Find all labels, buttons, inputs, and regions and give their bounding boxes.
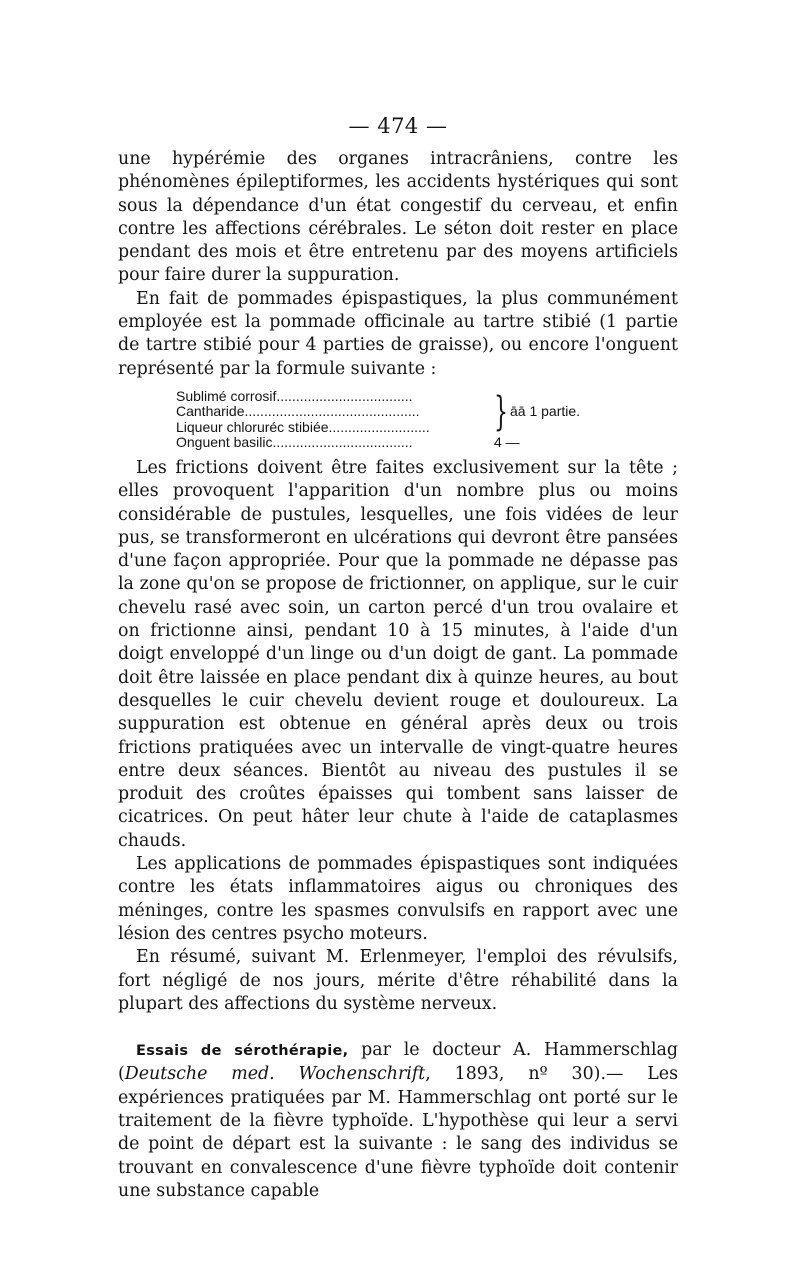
formula-ingredient-row bbox=[176, 389, 678, 405]
formula-ingredient-row bbox=[176, 404, 678, 420]
ingredient-name: Cantharide bbox=[176, 404, 245, 420]
formula-ingredient-row bbox=[176, 420, 678, 436]
leader-dots: .................................... bbox=[272, 435, 413, 451]
ingredient-name: Liqueur chloruréc stibiée bbox=[176, 419, 329, 435]
paragraph-4: Les applications de pommades épispastiques sont indiquées contre les états inflammatoires aigus ou chroniques des méninges, contre les spasmes convulsifs en rapport avec une lésion des centres psycho moteurs. bbox=[118, 854, 678, 944]
section-citation: , 1893, nº 30).— bbox=[425, 1064, 648, 1085]
leader-dots: .......................... bbox=[328, 419, 430, 435]
document-page bbox=[118, 112, 678, 1203]
journal-title: Deutsche med. Wochenschrift bbox=[124, 1064, 426, 1085]
paragraph-1: une hypérémie des organes intracrâniens, contre les phénomènes épileptiformes, les accidents hystériques qui sont sous la dépendance d'un état congestif du cerveau, et enfin contre les affections cérébrales. Le séton doit rester en place pendant des mois et être entretenu par des moyens artificiels pour faire durer la suppuration. bbox=[118, 149, 678, 286]
section-heading: Essais de sérothérapie, bbox=[136, 1043, 349, 1060]
page-number: — 474 — bbox=[348, 114, 448, 138]
paragraph-5: En résumé, suivant M. Erlenmeyer, l'emploi des révulsifs, fort négligé de nos jours, mérite d'être réhabilité dans la plupart des affections du système nerveux. bbox=[118, 947, 678, 1014]
leader-dots: ................................... bbox=[276, 388, 413, 404]
formula-ingredient-row bbox=[176, 435, 678, 451]
formula-block bbox=[176, 389, 678, 451]
paragraph-2: En fait de pommades épispastiques, la plus communément employée est la pommade officinale au tartre stibié (1 partie de tartre stibié pour 4 parties de graisse), ou encore l'onguent représenté par la formule suivante : bbox=[118, 288, 678, 379]
ingredient-name: Onguent basilic bbox=[176, 435, 273, 451]
ingredient-name: Sublimé corrosif bbox=[176, 388, 277, 404]
ingredient-quantity: 4 — bbox=[494, 434, 520, 451]
section-spacer bbox=[118, 1016, 678, 1039]
leader-dots: ............................................. bbox=[244, 404, 420, 420]
section-author-intro: par le docteur A. Hammerschlag ( bbox=[118, 1040, 679, 1085]
paragraph-3: Les frictions doivent être faites exclusivement sur la tête ; elles provoquent l'apparition d'un nombre plus ou moins considérable de pustules, lesquelles, une fois vidées de leur pus, se transformeront en ulcérations qui devront être pansées d'une façon appropriée. Pour que la pommade ne dépasse pas la zone qu'on se propose de frictionner, on applique, sur le cuir chevelu rasé avec soin, un carton percé d'un trou ovalaire et on frictionne ainsi, pendant 10 à 15 minutes, à l'aide d'un doigt enveloppé d'un linge ou d'un doigt de gant. La pommade doit être laissée en place pendant dix à quinze heures, au bout desquelles le cuir chevelu devient rouge et douloureux. La suppuration est obtenue en général après deux ou trois frictions pratiquées avec un intervalle de vingt-quatre heures entre deux séances. Bientôt au niveau des pustules il se produit des croûtes épaisses qui tombent sans laisser de cicatrices. On peut hâter leur chute à l'aide de cataplasmes chauds. bbox=[118, 457, 678, 851]
grouping-brace: } bbox=[494, 388, 508, 435]
brace-quantity-label: āā 1 partie. bbox=[510, 402, 581, 419]
section-paragraph bbox=[118, 1039, 678, 1203]
section-body: Les expériences pratiquées par M. Hammerschlag ont porté sur le traitement de la fièvre typhoïde. L'hypothèse qui leur a servi de point de départ est la suivante : le sang des individus se trouvant en convalescence d'une fièvre typhoïde doit contenir une substance capable bbox=[118, 1064, 679, 1201]
